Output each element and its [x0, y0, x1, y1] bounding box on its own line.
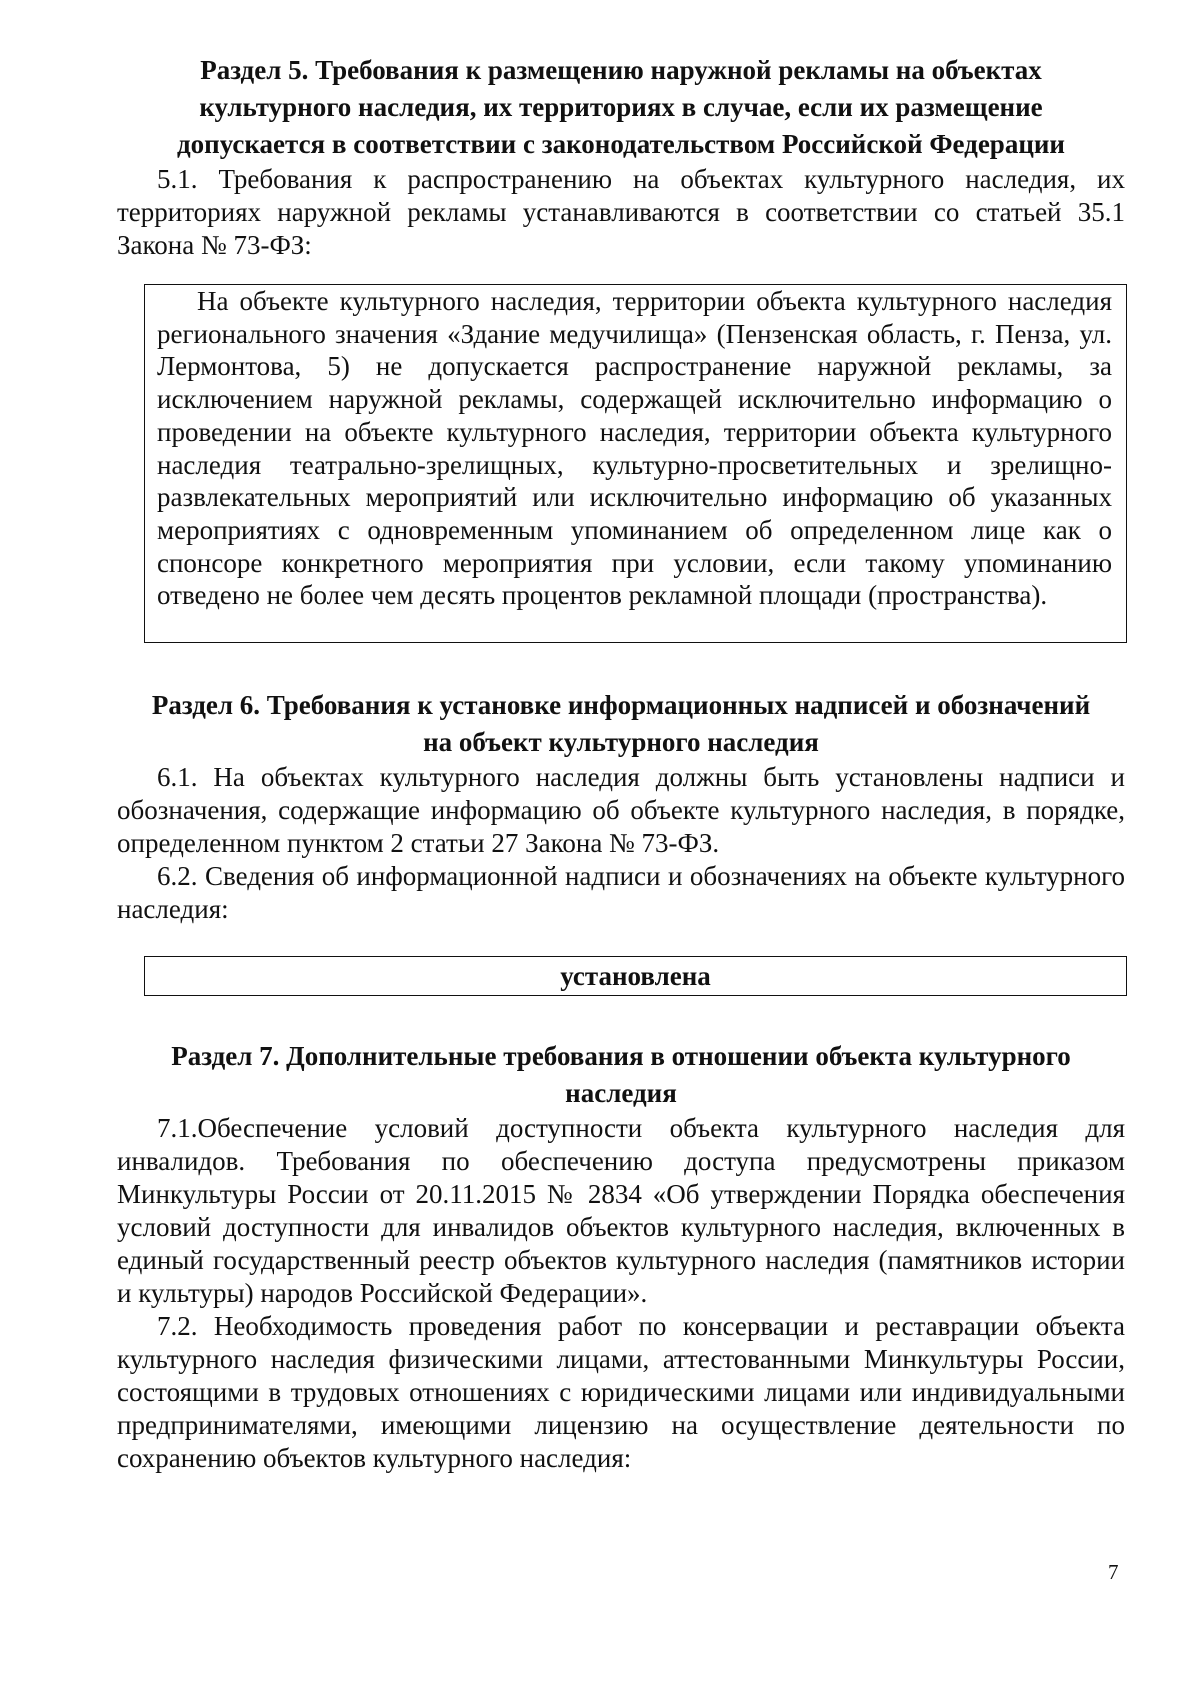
document-page — [117, 52, 1125, 1475]
section-5-title: Раздел 5. Требования к размещению наружной рекламы на объектах культурного наследия, их территориях в случае, если их размещение допускается в соответствии с законодательством Российской Федерации — [176, 55, 1065, 159]
inscription-status-value: установлена — [560, 961, 711, 992]
paragraph-7-1: 7.1.Обеспечение условий доступности объекта культурного наследия для инвалидов. Требования по обеспечению доступа предусмотрены приказом Минкультуры России от 20.11.2015 № 2834 «Об утверждении Порядка обеспечения условий доступности для инвалидов объектов культурного наследия, включенных в единый государственный реестр объектов культурного наследия (памятников истории и культуры) народов Российской Федерации». — [117, 1113, 1125, 1309]
paragraph-6-1: 6.1. На объектах культурного наследия должны быть установлены надписи и обозначения, содержащие информацию об объекте культурного наследия, в порядке, определенном пунктом 2 статьи 27 Закона № 73-ФЗ. — [117, 762, 1125, 859]
inscription-status-box — [144, 956, 1127, 996]
advertising-requirements-text: На объекте культурного наследия, территории объекта культурного наследия регионального значения «Здание медучилища» (Пензенская область, г. Пенза, ул. Лермонтова, 5) не допускается распространение наружной рекламы, за исключением наружной рекламы, содержащей исключительно информацию о проведении на объекте культурного наследия, территории объекта культурного наследия театрально-зрелищных, культурно-просветительных и зрелищно-развлекательных мероприятий или исключительно информацию об указанных мероприятиях с одновременным упоминанием об определенном лице как о спонсоре конкретного мероприятия при условии, если такому упоминанию отведено не более чем десять процентов рекламной площади (пространства). — [157, 286, 1112, 611]
section-7-title: Раздел 7. Дополнительные требования в отношении объекта культурного наследия — [171, 1041, 1071, 1109]
paragraph-5-1: 5.1. Требования к распространению на объектах культурного наследия, их территориях наружной рекламы устанавливаются в соответствии со статьей 35.1 Закона № 73-ФЗ: — [117, 164, 1125, 260]
section-6-title: Раздел 6. Требования к установке информационных надписей и обозначений на объект культурного наследия — [151, 690, 1091, 758]
paragraph-7-2: 7.2. Необходимость проведения работ по консервации и реставрации объекта культурного наследия физическими лицами, аттестованными Минкультуры России, состоящими в трудовых отношениях с юридическими лицами или индивидуальными предпринимателями, имеющими лицензию на осуществление деятельности по сохранению объектов культурного наследия: — [117, 1311, 1125, 1474]
page-number: 7 — [1108, 1560, 1119, 1584]
advertising-requirements-box — [144, 284, 1127, 643]
paragraph-6-2: 6.2. Сведения об информационной надписи и обозначениях на объекте культурного наследия: — [117, 861, 1125, 925]
